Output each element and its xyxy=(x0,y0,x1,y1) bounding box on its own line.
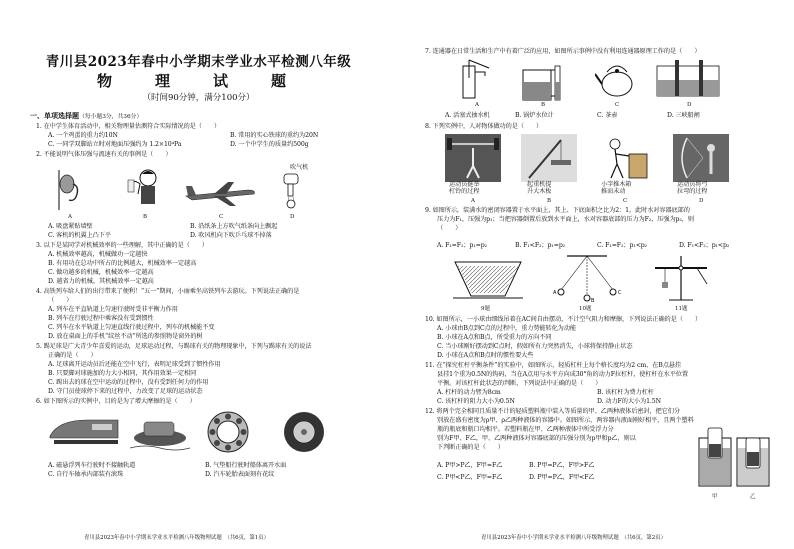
question-12-line-4: 别为F甲、F乙，甲、乙两种液体对容器底部的压强分别为p甲和p乙，则以 xyxy=(437,435,636,442)
q12-option-c: C. P甲<P乙，F甲=F乙 xyxy=(437,474,503,481)
fig-9-label: 9题 xyxy=(481,306,490,312)
q5-option-a: A. 足球离开运动员后还能在空中飞行，表明足球受到了惯性作用 xyxy=(48,361,221,368)
question-10: 10. 如图所示，一小球由细线吊着在AC间自由摆动，不计空气阻力和摩擦，下列说法正确的是（ ） xyxy=(425,316,702,323)
boiler-gauge-figure xyxy=(519,56,567,102)
q8-fig-label-a: A xyxy=(471,198,475,204)
q5-option-d: D. 守门员使球停下来的过程中，力改变了足球的运动状态 xyxy=(48,388,203,395)
teapot-figure xyxy=(595,58,639,100)
question-1: 1. 在中学生体育活动中，相关物理量估测符合实际情况的是（ ） xyxy=(36,123,221,130)
fig-10-label: 10题 xyxy=(579,306,592,312)
q2-option-c: C. 客机的机翼上凸下平 xyxy=(48,232,111,239)
question-9: 9. 如图所示，装满水的密闭容器置于水平面上，其上、下底面积之比为2：1，此时水对容器底部的 xyxy=(425,207,690,214)
q8-fig-label-b: B xyxy=(547,198,552,204)
q1-option-c: C. 一同学双脚站立时对地面压强约为 1.2×10⁴Pa xyxy=(48,141,182,148)
q10-option-d: D. 小球在A点和B点时的惯性要大些 xyxy=(437,352,534,359)
hovercraft-figure xyxy=(130,412,190,452)
question-12-line-2: 别放在盛有密度为ρ甲、ρ乙两种液体的容器中。如图所示，两容器内液面刚好相平，且两个塑料 xyxy=(437,417,694,424)
question-12: 12. 将两个完全相同且质量不计的轻质塑料瓶中装入等质量的甲、乙两种液体后密封，把它们分 xyxy=(425,408,680,415)
boy-blowing-paper-figure xyxy=(120,168,172,212)
q7-fig-label-d: D xyxy=(687,102,692,108)
q7-option-d: D. 三峡船闸 xyxy=(667,112,700,119)
q12-option-a: A. P甲>P乙，F甲=F乙 xyxy=(437,462,503,469)
exam-time-info: （时间90分钟，满分100分） xyxy=(142,93,255,103)
maglev-train-figure xyxy=(48,410,120,452)
q2-option-b: B. 沿纸条上方吹气纸条向上飘起 xyxy=(190,223,278,230)
q8-fig-label-d: D xyxy=(699,198,704,204)
q12-option-b: B. P甲=P乙，F甲>F乙 xyxy=(529,462,595,469)
crane-figure xyxy=(521,134,577,182)
bottles-in-liquid-figure xyxy=(697,420,773,492)
question-4: 4. 高铁列车给人们的出行带来了便利！“五一”期间，小丽乘坐高铁列车去游玩。下列说法正确的是 xyxy=(36,288,300,295)
svg-text:C: C xyxy=(618,290,622,296)
q8-option-b: 起重机提 升大木板 xyxy=(527,181,552,195)
q7-option-c: C. 茶壶 xyxy=(597,112,618,119)
lever-figure-11 xyxy=(651,254,711,304)
q2-fig-label-c: C xyxy=(219,214,224,220)
q2-fig-label-d: D xyxy=(290,214,295,220)
question-4-paren: （ ） xyxy=(48,297,73,304)
q10-option-b: B. 小球在A点和B点，所受重力的方向不同 xyxy=(437,334,552,341)
exam-subject: 物 理 试 题 xyxy=(96,72,300,90)
q6-option-a: A. 磁悬浮列车行驶时不接触轨道 xyxy=(48,462,136,469)
q4-option-b: B. 列车在行驶过程中乘客没有受到惯性 xyxy=(48,315,154,322)
q4-option-d: D. 放在桌面上的手机“纹丝不动”所选的参照物是窗外的树 xyxy=(48,333,203,340)
ship-lock-figure xyxy=(655,56,721,102)
question-9-line-2: 压力为F₁，压强为p₁；当把容器倒置后放到水平面上，水对容器底部的压力为F₂，压强为p₂，则 xyxy=(437,216,694,223)
q8-option-a: 运动员挺举 杠铃的过程 xyxy=(449,181,480,195)
q7-option-a: A. 活塞式抽水机 xyxy=(445,112,490,119)
q12-option-d: D. P甲=P乙，F甲<F乙 xyxy=(529,474,595,481)
question-11: 11. 在“探究杠杆平衡条件”的实验中，如图所示，轻质杠杆上每个格长度均为2 cm，在B点悬挂 xyxy=(425,362,681,369)
pushing-box-figure xyxy=(597,134,653,182)
q6-option-b: B. 气垫船行驶时船体离开水面 xyxy=(205,462,287,469)
q11-option-a: A. 杠杆的动力臂为8cm xyxy=(437,389,501,396)
svg-text:A: A xyxy=(553,290,557,296)
fig-11-label: 11题 xyxy=(675,306,688,312)
q7-fig-label-c: C xyxy=(615,102,620,108)
question-3: 3. 以下是某同学对机械效率的一些理解，其中正确的是（ ） xyxy=(36,242,208,249)
fig12-label-yi: 乙 xyxy=(750,494,756,500)
q1-option-d: D. 一个中学生的质量约500g xyxy=(230,141,309,148)
q11-option-b: B. 该杠杆为费力杠杆 xyxy=(597,389,654,396)
question-8: 8. 下列实例中，人对物体做功的是（ ） xyxy=(425,123,543,130)
q9-option-c: C. F₁=F₂；p₁<p₂ xyxy=(597,242,648,249)
q11-option-c: C. 该杠杆的阻力大小为0.5N xyxy=(437,398,515,405)
suction-cup-figure xyxy=(55,170,89,210)
q7-fig-label-a: A xyxy=(475,102,479,108)
q3-option-d: D. 越省力的机械，其机械效率一定越高 xyxy=(48,278,154,285)
q1-option-b: B. 常用的实心铁球的重约为20N xyxy=(230,132,319,139)
q10-option-a: A. 小球由B点到C点的过程中，重力势能转化为动能 xyxy=(437,325,576,332)
question-12-line-5: 下判断正确的是（ ） xyxy=(437,444,504,451)
q5-option-b: B. 只要脚对球施加的力大小相同，其作用效果一定相同 xyxy=(48,370,197,377)
q8-option-d: 运动员将弓 拉弯的过程 xyxy=(677,181,708,195)
question-11-line-2: 县挂1个重为0.5N的钩码，当在A点用与水平方向成30°角的动力F拉杠杆，使杠杆在水平位置 xyxy=(437,371,688,378)
tire-figure xyxy=(282,410,326,454)
question-7: 7. 连通器在日常生活和生产中有着广泛的应用，如图所示事例中没有利用连通器原理工作的是（ ） xyxy=(425,48,701,55)
question-9-line-3: （ ） xyxy=(437,225,462,232)
q8-option-c: 小字推木箱 推而未动 xyxy=(601,181,632,195)
hair-dryer-ball-figure xyxy=(270,168,314,212)
question-12-line-3: 瓶的瓶底和瓶口均相平。若塑料瓶在甲、乙两种液体中所受浮力分 xyxy=(437,426,614,433)
ball-bearing-figure xyxy=(206,410,250,454)
q2-d-caption: 吹气机 xyxy=(290,164,309,171)
page-footer: 青川县2023年春中小学期末学业水平检测八年级物理试题 （共6页，第2页） xyxy=(481,535,666,541)
piston-pump-figure xyxy=(449,58,499,102)
section-heading: 一、单项选择题（每小题3分，共36分） xyxy=(30,111,143,120)
q4-option-c: C. 列车在水平轨道上匀速直线行驶过程中，列车的机械能不变 xyxy=(48,324,215,331)
container-figure-9 xyxy=(453,256,523,302)
q10-option-c: C. 当小球刚好摆动到C点时，假如所有力突然消失，小球将保持静止状态 xyxy=(437,343,633,350)
q2-option-d: D. 吹风机向下吹乒乓球不掉落 xyxy=(190,232,272,239)
q11-option-d: D. 动力F的大小为1.5N xyxy=(597,398,661,405)
q3-option-b: B. 有用功在总功中所占的比例越大，机械效率一定越高 xyxy=(48,260,197,267)
q3-option-a: A. 机械效率越高，机械做功一定越快 xyxy=(48,251,148,258)
q4-option-a: A. 列车在平直轨道上匀速行驶时受非平衡力作用 xyxy=(48,306,178,313)
q2-fig-label-a: A xyxy=(68,214,72,220)
archer-figure xyxy=(673,134,729,182)
q1-option-a: A. 一个鸡蛋的重力约10N xyxy=(48,132,118,139)
q8-fig-label-c: C xyxy=(623,198,628,204)
question-5: 5. 踢足球是广大青少年喜爱的运动，足球运动过程，与踢球有关的物理现象中，下列与踢球有关的说法 xyxy=(36,343,312,350)
q2-fig-label-b: B xyxy=(143,214,148,220)
question-11-line-3: 平衡。对该杠杆此状态的判断，下列说法中正确的是（ ） xyxy=(437,380,602,387)
question-2: 2. 不能说明气体压强与流速有关的事例是（ ） xyxy=(36,151,172,158)
q7-fig-label-b: B xyxy=(541,102,546,108)
exam-title: 青川县2023年春中小学期末学业水平检测八年级 xyxy=(45,54,352,70)
q9-option-d: D. F₁<F₂；p₁<p₂ xyxy=(679,242,730,249)
q6-option-d: D. 汽车轮胎表面刻有花纹 xyxy=(205,471,275,478)
question-5-cont: 正确的是（ ） xyxy=(48,352,97,359)
q2-option-a: A. 吸盘紧贴墙壁 xyxy=(48,223,93,230)
weightlifter-figure xyxy=(445,134,501,182)
fig12-label-jia: 甲 xyxy=(712,494,718,500)
question-6: 6. 如下图所示的实例中，目的是为了增大摩擦的是（ ） xyxy=(36,398,196,405)
q3-option-c: C. 做功越多的机械，机械效率一定越高 xyxy=(48,269,154,276)
q6-option-c: C. 自行车轴承内部装有滚珠 xyxy=(48,471,124,478)
pendulum-figure-10 xyxy=(547,254,627,304)
q7-option-b: B. 锅炉水位计 xyxy=(515,112,554,119)
q9-option-b: B. F₁<F₂；p₁=p₂ xyxy=(515,242,566,249)
airplane-figure xyxy=(184,180,258,208)
svg-text:B: B xyxy=(591,298,595,304)
q9-option-a: A. F₁=F₂；p₁=p₂ xyxy=(437,242,487,249)
q5-option-c: C. 踢出去的球在空中运动的过程中，没有受到任何力的作用 xyxy=(48,379,209,386)
exam-page-2 xyxy=(397,0,794,549)
page-footer: 青川县2023年春中小学期末学业水平检测八年级物理试题 （共6页，第1页） xyxy=(84,535,269,541)
